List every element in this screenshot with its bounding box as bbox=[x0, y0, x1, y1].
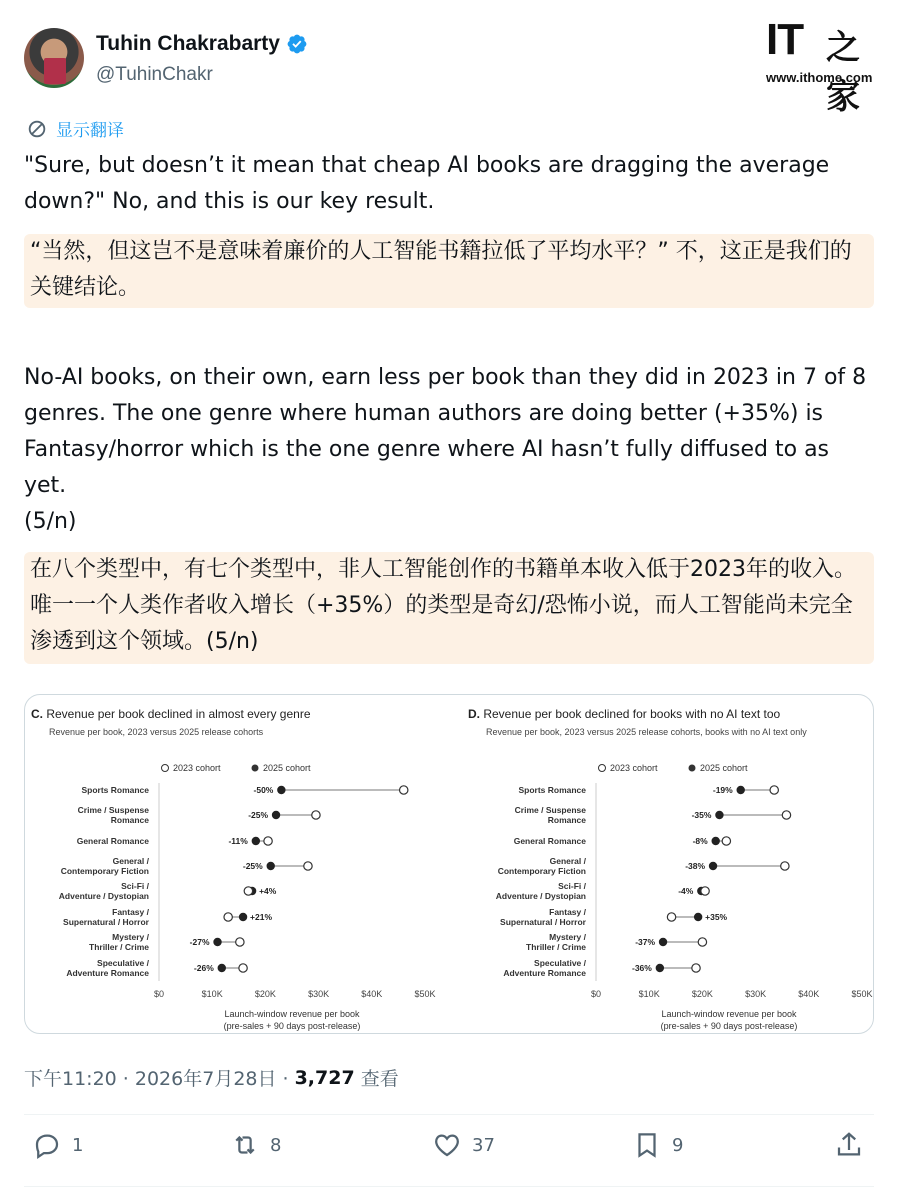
chart-d-change-label: -4% bbox=[678, 886, 694, 896]
chart-c-category-label: Thriller / Crime bbox=[89, 942, 149, 952]
chart-c-point-2023 bbox=[224, 913, 232, 921]
chart-d-category-label: Supernatural / Horror bbox=[500, 917, 586, 927]
post-header bbox=[24, 28, 874, 92]
chart-d-x-label-2: (pre-sales + 90 days post-release) bbox=[660, 1021, 798, 1031]
chart-d-category-label: Crime / Suspense bbox=[514, 805, 586, 815]
chart-d-category-label: Contemporary Fiction bbox=[497, 866, 586, 876]
chart-d-x-tick: $10K bbox=[638, 989, 660, 999]
chart-d-change-label: +35% bbox=[705, 912, 728, 922]
post-text-2 bbox=[24, 360, 874, 540]
chart-c-change-label: -26% bbox=[193, 963, 214, 973]
chart-c-point-2025 bbox=[272, 811, 280, 819]
post-meta bbox=[24, 1064, 399, 1091]
chart-c-legend-2025-marker bbox=[252, 765, 259, 772]
like-button[interactable] bbox=[432, 1130, 495, 1160]
chart-image[interactable] bbox=[24, 694, 874, 1034]
chart-d-point-2023 bbox=[722, 837, 730, 845]
chart-d-x-tick: $0 bbox=[590, 989, 602, 999]
chart-d-point-2023 bbox=[701, 887, 709, 895]
retweet-icon bbox=[230, 1130, 260, 1160]
action-bar bbox=[24, 1130, 874, 1174]
chart-d-category-label: Fantasy / bbox=[549, 907, 586, 917]
chart-c-category-label: Supernatural / Horror bbox=[63, 917, 149, 927]
chart-c-legend-2023: 2023 cohort bbox=[173, 763, 221, 773]
chart-d-category-label: Adventure Romance bbox=[503, 968, 586, 978]
translate-label: 显示翻译 bbox=[56, 121, 124, 141]
heart-icon bbox=[432, 1130, 462, 1160]
chart-c-category-label: Mystery / bbox=[112, 932, 149, 942]
chart-d-point-2023 bbox=[770, 786, 778, 794]
chart-c-legend-2025: 2025 cohort bbox=[263, 763, 311, 773]
chart-d-category-label: Romance bbox=[547, 815, 586, 825]
post-text-1: "Sure, but doesn’t it mean that cheap AI books are dragging the average down?" No, and this is our key result. bbox=[24, 153, 830, 214]
author-handle[interactable]: @TuhinChakr bbox=[96, 64, 213, 85]
chart-d-point-2025 bbox=[656, 964, 664, 972]
author-name[interactable]: Tuhin Chakrabarty bbox=[96, 32, 280, 55]
chart-d-category-label: Mystery / bbox=[549, 932, 586, 942]
chart-c-x-label: Launch-window revenue per book bbox=[224, 1009, 360, 1019]
chart-d-category-label: General Romance bbox=[513, 836, 586, 846]
post-text-2-counter: (5/n) bbox=[24, 509, 77, 534]
watermark-url: www.ithome.com bbox=[766, 70, 873, 85]
chart-c-point-2023 bbox=[239, 964, 247, 972]
reply-icon bbox=[32, 1130, 62, 1160]
chart-c-point-2025 bbox=[277, 786, 285, 794]
chart-c-change-label: -27% bbox=[189, 937, 210, 947]
chart-c-category-label: Crime / Suspense bbox=[77, 805, 149, 815]
chart-d-point-2023 bbox=[781, 862, 789, 870]
chart-c-title: C. Revenue per book declined in almost every genre bbox=[31, 707, 311, 721]
chart-d-point-2023 bbox=[782, 811, 790, 819]
reply-button[interactable] bbox=[32, 1130, 83, 1160]
chart-d-legend-2023: 2023 cohort bbox=[610, 763, 658, 773]
post-text-2-body: No-AI books, on their own, earn less per book than they did in 2023 in 7 of 8 genres. The one genre where human authors are doing better (+35%) is Fantasy/horror which is the one genre where AI hasn’t fully diffused to as yet. bbox=[24, 365, 867, 498]
chart-svg bbox=[25, 695, 874, 1034]
chart-c-category-label: Romance bbox=[110, 815, 149, 825]
chart-d-category-label: Adventure / Dystopian bbox=[495, 891, 586, 901]
chart-d-change-label: -8% bbox=[692, 836, 708, 846]
chart-d-x-tick: $30K bbox=[745, 989, 767, 999]
chart-d-point-2025 bbox=[659, 938, 667, 946]
chart-c-point-2025 bbox=[239, 913, 247, 921]
divider bbox=[24, 1186, 874, 1187]
chart-c-change-label: -11% bbox=[228, 836, 248, 846]
chart-c-category-label: Speculative / bbox=[97, 958, 149, 968]
chart-c-x-tick: $10K bbox=[201, 989, 223, 999]
chart-c-x-tick: $20K bbox=[254, 989, 276, 999]
post-translation-1: “当然，但这岂不是意味着廉价的人工智能书籍拉低了平均水平？” 不，这正是我们的关键结论。 bbox=[24, 234, 874, 308]
like-count: 37 bbox=[472, 1134, 495, 1156]
bookmark-icon bbox=[632, 1130, 662, 1160]
chart-c-x-tick: $30K bbox=[308, 989, 330, 999]
chart-d-category-label: Speculative / bbox=[534, 958, 586, 968]
chart-d-legend-2025-marker bbox=[689, 765, 696, 772]
chart-d-category-label: General / bbox=[549, 856, 586, 866]
chart-c-point-2025 bbox=[267, 862, 275, 870]
post-timestamp[interactable]: 下午11:20 · 2026年7月28日 · bbox=[24, 1068, 289, 1090]
chart-c-point-2023 bbox=[236, 938, 244, 946]
watermark-logo-cn: 之家 bbox=[826, 28, 860, 117]
chart-c-category-label: Contemporary Fiction bbox=[60, 866, 149, 876]
chart-c-point-2023 bbox=[400, 786, 408, 794]
chart-c-category-label: Adventure Romance bbox=[66, 968, 149, 978]
chart-c-category-label: Sci-Fi / bbox=[121, 881, 149, 891]
chart-c-category-label: General / bbox=[112, 856, 149, 866]
verified-badge-icon bbox=[286, 33, 308, 55]
chart-d-x-tick: $50K bbox=[851, 989, 873, 999]
chart-d-x-label: Launch-window revenue per book bbox=[661, 1009, 797, 1019]
chart-c-point-2025 bbox=[213, 938, 221, 946]
share-icon bbox=[834, 1130, 864, 1160]
chart-d-x-tick: $40K bbox=[798, 989, 820, 999]
chart-c-point-2023 bbox=[264, 837, 272, 845]
chart-c-point-2023 bbox=[304, 862, 312, 870]
watermark-logo-text: IT bbox=[766, 15, 804, 64]
chart-d-change-label: -37% bbox=[635, 937, 656, 947]
chart-c-category-label: General Romance bbox=[76, 836, 149, 846]
chart-d-point-2025 bbox=[709, 862, 717, 870]
chart-c-x-tick: $50K bbox=[414, 989, 436, 999]
translate-link[interactable] bbox=[26, 116, 124, 141]
view-count: 3,727 bbox=[294, 1066, 355, 1089]
chart-c-point-2023 bbox=[244, 887, 252, 895]
chart-c-change-label: -25% bbox=[242, 861, 263, 871]
translate-icon bbox=[26, 118, 48, 140]
chart-c-change-label: -25% bbox=[248, 810, 269, 820]
chart-c-x-label-2: (pre-sales + 90 days post-release) bbox=[223, 1021, 361, 1031]
chart-d-change-label: -19% bbox=[712, 785, 733, 795]
chart-d-legend-2025: 2025 cohort bbox=[700, 763, 748, 773]
post-translation-2: 在八个类型中，有七个类型中，非人工智能创作的书籍单本收入低于2023年的收入。唯一一个人类作者收入增长（+35%）的类型是奇幻/恐怖小说，而人工智能尚未完全渗透到这个领域。(5/n) bbox=[24, 552, 874, 664]
chart-d-point-2025 bbox=[712, 837, 720, 845]
chart-d-point-2025 bbox=[737, 786, 745, 794]
chart-c-category-label: Sports Romance bbox=[81, 785, 149, 795]
chart-d-point-2025 bbox=[694, 913, 702, 921]
chart-c-point-2023 bbox=[312, 811, 320, 819]
watermark-logo bbox=[766, 15, 884, 117]
chart-c-legend-2023-marker bbox=[162, 765, 169, 772]
chart-d-point-2023 bbox=[667, 913, 675, 921]
chart-c-change-label: +21% bbox=[250, 912, 273, 922]
divider bbox=[24, 1114, 874, 1115]
retweet-count: 8 bbox=[270, 1134, 282, 1156]
chart-d-title: D. Revenue per book declined for books with no AI text too bbox=[468, 707, 781, 721]
author-row bbox=[96, 32, 308, 56]
chart-c-category-label: Adventure / Dystopian bbox=[58, 891, 149, 901]
reply-count: 1 bbox=[72, 1134, 84, 1156]
chart-d-legend-2023-marker bbox=[599, 765, 606, 772]
chart-c-change-label: -50% bbox=[253, 785, 274, 795]
chart-d-point-2025 bbox=[715, 811, 723, 819]
chart-d-x-tick: $20K bbox=[691, 989, 713, 999]
chart-d-change-label: -38% bbox=[685, 861, 706, 871]
chart-d-point-2023 bbox=[692, 964, 700, 972]
chart-c-point-2025 bbox=[252, 837, 260, 845]
chart-c-point-2025 bbox=[218, 964, 226, 972]
chart-d-change-label: -35% bbox=[691, 810, 712, 820]
chart-c-subtitle: Revenue per book, 2023 versus 2025 release cohorts bbox=[49, 727, 264, 737]
view-label: 查看 bbox=[360, 1068, 399, 1090]
bookmark-count: 9 bbox=[672, 1134, 684, 1156]
chart-c-x-tick: $40K bbox=[361, 989, 383, 999]
chart-c-change-label: +4% bbox=[259, 886, 277, 896]
chart-c-x-tick: $0 bbox=[153, 989, 165, 999]
chart-d-category-label: Thriller / Crime bbox=[526, 942, 586, 952]
chart-d-subtitle: Revenue per book, 2023 versus 2025 release cohorts, books with no AI text only bbox=[486, 727, 807, 737]
chart-d-change-label: -36% bbox=[631, 963, 652, 973]
chart-d-category-label: Sci-Fi / bbox=[558, 881, 586, 891]
chart-d-category-label: Sports Romance bbox=[518, 785, 586, 795]
bookmark-button[interactable] bbox=[632, 1130, 683, 1160]
chart-c-category-label: Fantasy / bbox=[112, 907, 149, 917]
share-button[interactable] bbox=[834, 1130, 864, 1160]
chart-d-point-2023 bbox=[698, 938, 706, 946]
retweet-button[interactable] bbox=[230, 1130, 281, 1160]
avatar[interactable] bbox=[24, 28, 84, 88]
